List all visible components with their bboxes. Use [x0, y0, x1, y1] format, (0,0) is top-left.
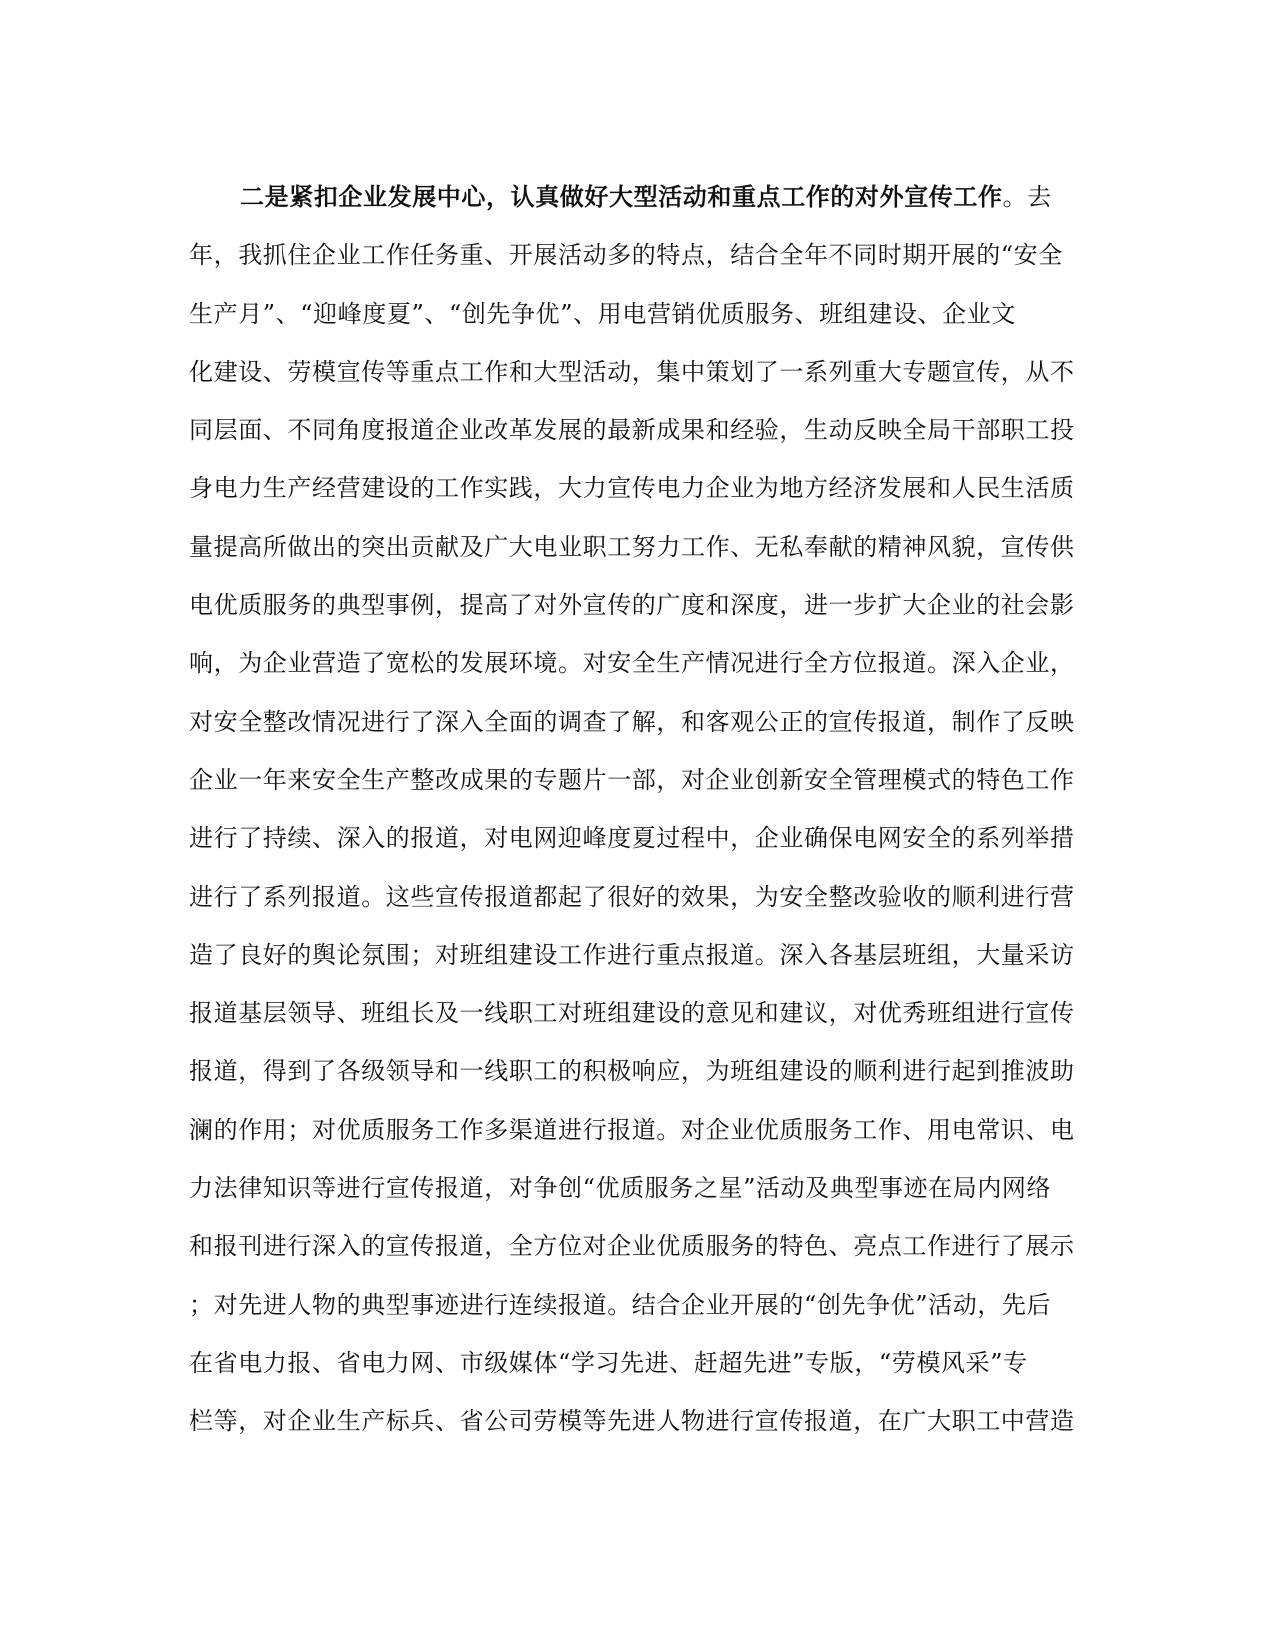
text-line: 生产月”、“迎峰度夏”、“创先争优”、用电营销优质服务、班组建设、企业文 [189, 299, 1016, 328]
text-line: 澜的作用；对优质服务工作多渠道进行报道。对企业优质服务工作、用电常识、电 [189, 1115, 1075, 1144]
text-line: 和报刊进行深入的宣传报道，全方位对企业优质服务的特色、亮点工作进行了展示 [189, 1232, 1075, 1261]
text-line: 报道基层领导、班组长及一线职工对班组建设的意见和建议，对优秀班组进行宣传 [189, 999, 1075, 1028]
text-line: 进行了持续、深入的报道，对电网迎峰度夏过程中，企业确保电网安全的系列举措 [189, 824, 1075, 853]
text-line: 对安全整改情况进行了深入全面的调查了解，和客观公正的宣传报道，制作了反映 [189, 707, 1075, 736]
text-line: 。去 [1002, 183, 1052, 211]
text-line: 化建设、劳模宣传等重点工作和大型活动，集中策划了一系列重大专题宣传，从不 [189, 357, 1075, 386]
text-line: 年，我抓住企业工作任务重、开展活动多的特点，结合全年不同时期开展的“安全 [189, 241, 1063, 270]
paragraph-first-line [189, 168, 1089, 226]
text-line: 响，为企业营造了宽松的发展环境。对安全生产情况进行全方位报道。深入企业， [189, 649, 1075, 678]
text-line: 身电力生产经营建设的工作实践，大力宣传电力企业为地方经济发展和人民生活质 [189, 474, 1075, 503]
text-line: 力法律知识等进行宣传报道，对争创“优质服务之星”活动及典型事迹在局内网络 [189, 1174, 1052, 1203]
text-line: 报道，得到了各级领导和一线职工的积极响应，为班组建设的顺利进行起到推波助 [189, 1057, 1075, 1086]
text-line: 量提高所做出的突出贡献及广大电业职工努力工作、无私奉献的精神风貌，宣传供 [189, 532, 1075, 561]
text-line: 栏等，对企业生产标兵、省公司劳模等先进人物进行宣传报道，在广大职工中营造 [189, 1407, 1075, 1436]
body-paragraph [189, 168, 1089, 1451]
text-line: 同层面、不同角度报道企业改革发展的最新成果和经验，生动反映全局干部职工投 [189, 416, 1075, 445]
text-line: 企业一年来安全生产整改成果的专题片一部，对企业创新安全管理模式的特色工作 [189, 765, 1075, 794]
text-line: 进行了系列报道。这些宣传报道都起了很好的效果，为安全整改验收的顺利进行营 [189, 882, 1075, 911]
bold-lead-sentence: 二是紧扣企业发展中心，认真做好大型活动和重点工作的对外宣传工作 [240, 182, 1003, 211]
text-line: 造了良好的舆论氛围；对班组建设工作进行重点报道。深入各基层班组，大量采访 [189, 940, 1075, 969]
text-line: 电优质服务的典型事例，提高了对外宣传的广度和深度，进一步扩大企业的社会影 [189, 591, 1075, 620]
text-line: 在省电力报、省电力网、市级媒体“学习先进、赶超先进”专版，“劳模风采”专 [189, 1348, 1028, 1377]
text-line: ；对先进人物的典型事迹进行连续报道。结合企业开展的“创先争优”活动，先后 [189, 1290, 1052, 1319]
